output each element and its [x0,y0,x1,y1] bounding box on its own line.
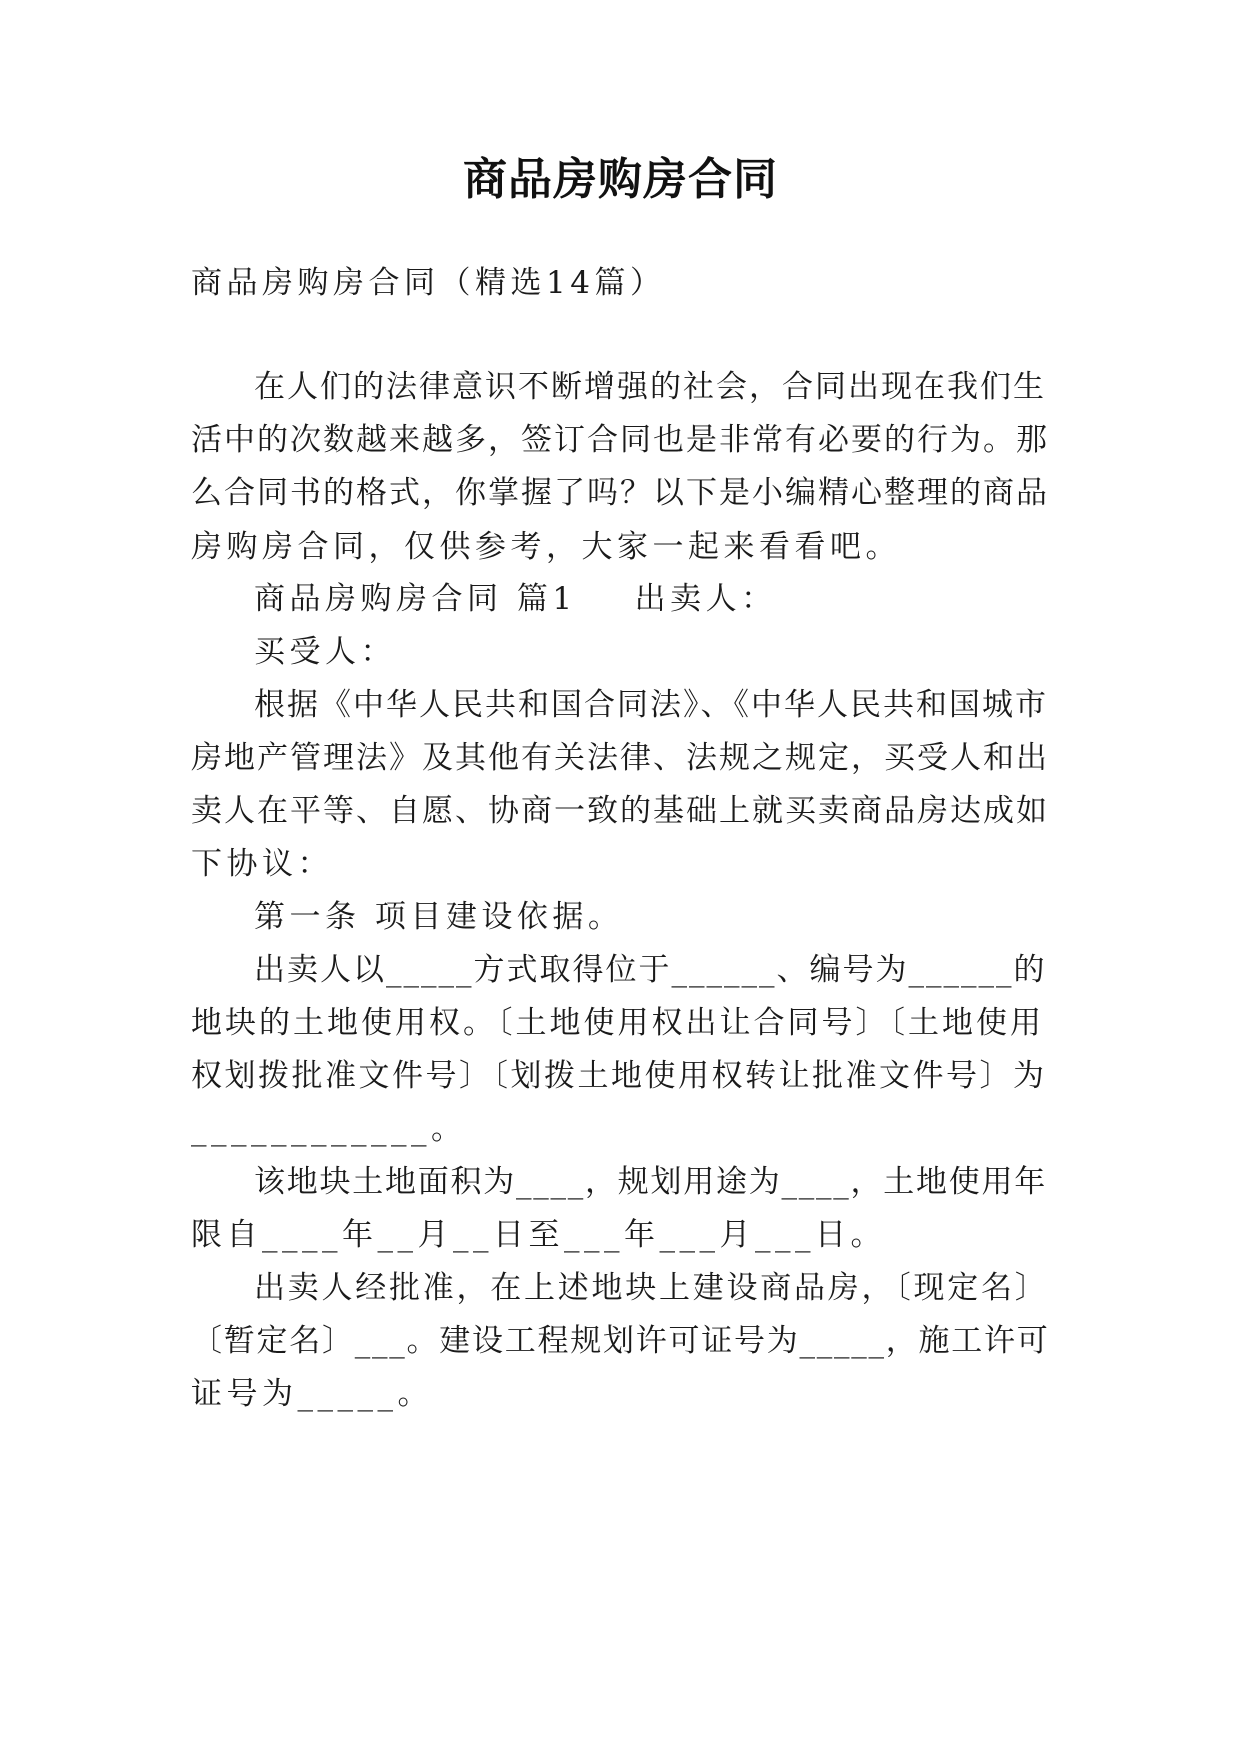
seller-label: 出卖人： [634,581,777,617]
article-one-heading: 第一条 项目建设依据。 [254,899,624,935]
intro-line: 房购房合同，仅供参考，大家一起来看看吧。 [191,529,901,565]
basis-line: 卖人在平等、自愿、协商一致的基础上就买卖商品房达成如 [191,793,1049,829]
land-area-line: 限自____年__月__日至___年___月___日。 [191,1217,886,1253]
basis-line: 下协议： [191,846,333,882]
land-area-line: 该地块土地面积为____，规划用途为____，土地使用年 [254,1164,1047,1200]
chapter-line [254,579,777,619]
intro-line: 活中的次数越来越多，签订合同也是非常有必要的行为。那 [191,422,1049,458]
document-subtitle: 商品房购房合同（精选14篇） [191,265,666,301]
approval-line: 出卖人经批准，在上述地块上建设商品房，〔现定名〕 [254,1270,1049,1306]
chapter-heading: 商品房购房合同 篇1 [254,581,577,617]
land-right-line: ____________。 [191,1111,467,1147]
buyer-label: 买受人： [254,634,396,670]
intro-line: 么合同书的格式，你掌握了吗？以下是小编精心整理的商品 [191,475,1049,511]
land-right-line: 出卖人以_____方式取得位于______、编号为______的 [254,952,1047,988]
approval-line: 证号为_____。 [191,1376,433,1412]
land-right-line: 权划拨批准文件号〕〔划拨土地使用权转让批准文件号〕为 [191,1058,1047,1094]
approval-line: 〔暂定名〕___。建设工程规划许可证号为_____，施工许可 [191,1323,1050,1359]
land-right-line: 地块的土地使用权。〔土地使用权出让合同号〕〔土地使用 [191,1005,1044,1041]
intro-line: 在人们的法律意识不断增强的社会，合同出现在我们生 [254,369,1046,405]
document-title: 商品房购房合同 [463,154,778,205]
basis-line: 房地产管理法》及其他有关法律、法规之规定，买受人和出 [191,740,1049,776]
basis-line: 根据《中华人民共和国合同法》、《中华人民共和国城市 [254,687,1048,723]
